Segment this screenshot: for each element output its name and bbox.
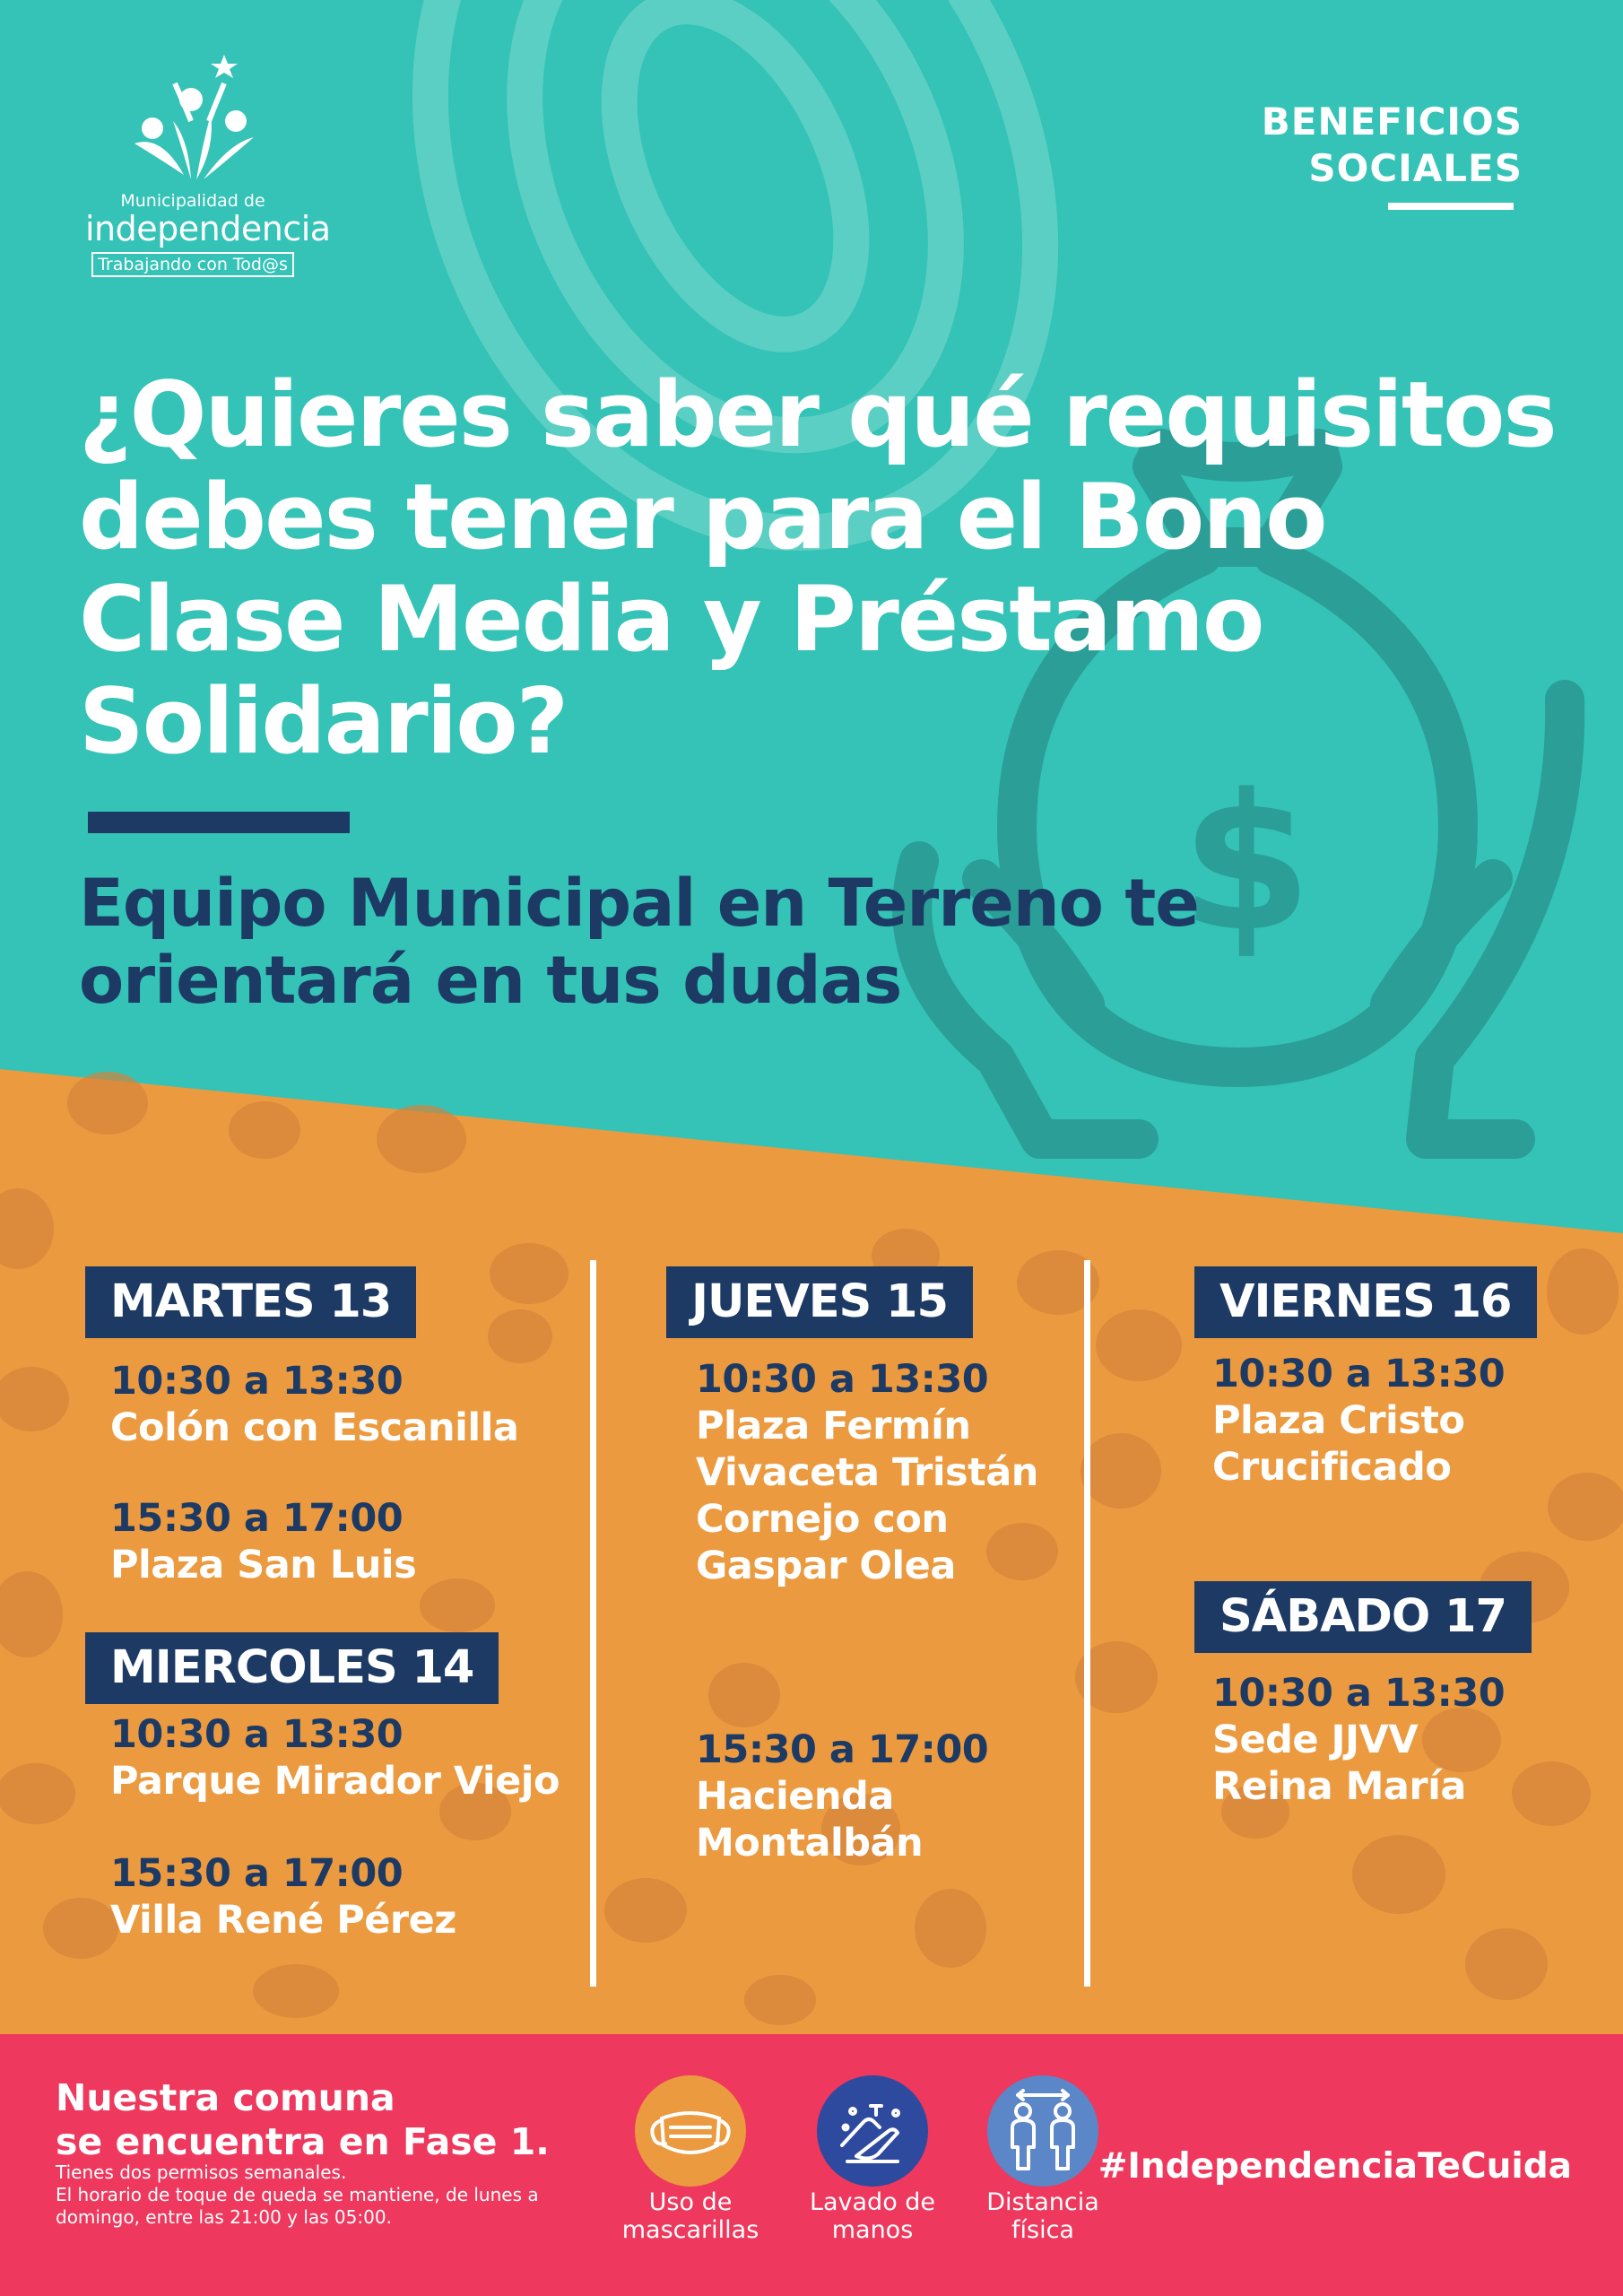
- campaign-hashtag: #IndependenciaTeCuida: [1098, 2146, 1572, 2187]
- category-line-1: BENEFICIOS: [1261, 100, 1523, 144]
- slot-time: 10:30 a 13:30: [1212, 1352, 1506, 1396]
- slot-place: Villa René Pérez: [110, 1898, 456, 1943]
- slot-time: 15:30 a 17:00: [110, 1496, 404, 1541]
- people-logo-icon: [121, 49, 265, 184]
- logo-municipality-text: Municipalidad de: [120, 191, 265, 211]
- day-label-miercoles: MIERCOLES 14: [85, 1632, 499, 1704]
- slot-time: 15:30 a 17:00: [110, 1851, 404, 1896]
- category-underline: [1388, 203, 1514, 210]
- day-label-viernes: VIERNES 16: [1194, 1266, 1537, 1338]
- municipality-logo: [85, 49, 331, 277]
- column-divider: [1084, 1260, 1090, 1987]
- dollar-sign-icon: $: [1180, 753, 1313, 973]
- measure-label: Lavado de manos: [809, 2188, 936, 2244]
- slot-place: Colón con Escanilla: [110, 1405, 519, 1450]
- logo-slogan: Trabajando con Tod@s: [91, 252, 294, 277]
- headline-divider: [88, 812, 350, 833]
- slot-place: Hacienda Montalbán: [696, 1774, 924, 1866]
- main-headline: ¿Quieres saber qué requisitos debes tener para el Bono Clase Media y Préstamo Solidario?: [79, 361, 1556, 774]
- category-line-2: SOCIALES: [1308, 146, 1523, 190]
- day-label-martes: MARTES 13: [85, 1266, 416, 1338]
- phase-note-line-1: Tienes dos permisos semanales.: [56, 2161, 347, 2183]
- slot-time: 10:30 a 13:30: [1212, 1671, 1506, 1716]
- logo-name-text: independencia: [85, 209, 331, 248]
- slot-time: 10:30 a 13:30: [110, 1359, 404, 1404]
- slot-time: 10:30 a 13:30: [110, 1712, 404, 1757]
- measure-label: Uso de mascarillas: [621, 2188, 759, 2244]
- sub-headline: Equipo Municipal en Terreno te orientará en tus dudas: [79, 865, 1199, 1019]
- measure-label: Distancia física: [986, 2188, 1099, 2244]
- slot-place: Plaza San Luis: [110, 1543, 417, 1587]
- hand-washing-icon: [817, 2075, 928, 2187]
- phase-note: [56, 2161, 594, 2229]
- face-mask-icon: [635, 2075, 746, 2187]
- phase-line-1: Nuestra comuna: [56, 2076, 395, 2119]
- day-label-sabado: SÁBADO 17: [1194, 1581, 1532, 1653]
- slot-place: Parque Mirador Viejo: [110, 1759, 560, 1804]
- slot-place: Sede JJVV Reina María: [1212, 1718, 1466, 1809]
- day-label-jueves: JUEVES 15: [666, 1266, 973, 1338]
- slot-time: 15:30 a 17:00: [696, 1727, 989, 1772]
- phase-note-line-2: El horario de toque de queda se mantiene, de lunes a domingo, entre las 21:00 y las 05:00.: [56, 2184, 539, 2228]
- category-label: [1262, 99, 1523, 192]
- slot-time: 10:30 a 13:30: [696, 1357, 989, 1402]
- slot-place: Plaza Cristo Crucificado: [1212, 1398, 1465, 1490]
- phase-status: [56, 2076, 550, 2164]
- phase-line-2: se encuentra en Fase 1.: [56, 2120, 550, 2163]
- social-distance-icon: [987, 2075, 1098, 2187]
- slot-place: Plaza Fermín Vivaceta Tristán Cornejo con Gaspar Olea: [696, 1404, 1038, 1588]
- column-divider: [590, 1260, 596, 1987]
